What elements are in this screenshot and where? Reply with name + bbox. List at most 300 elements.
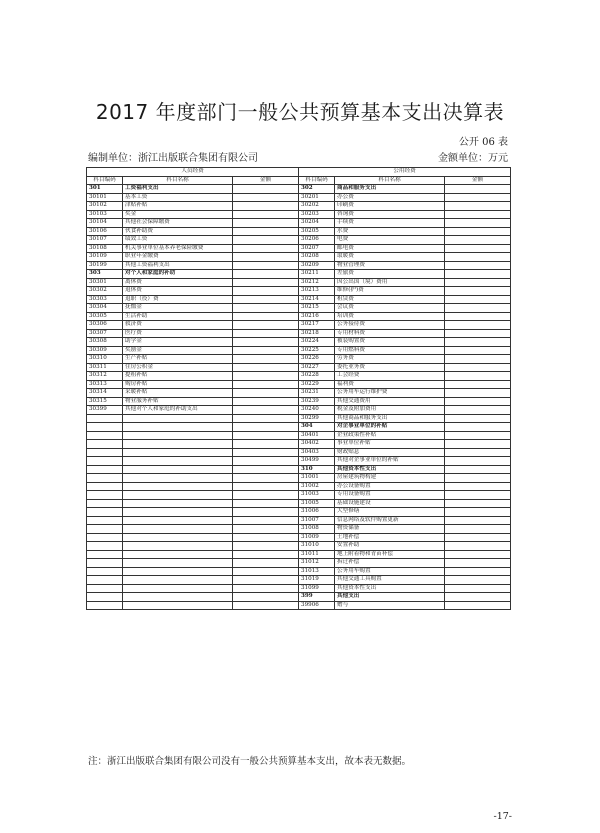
item-amount-cell [233,576,299,585]
item-amount-cell [233,550,299,559]
table-row [87,185,511,194]
item-name-cell: 财政贴息 [335,448,445,457]
item-name-cell [123,593,233,602]
item-amount-cell [233,372,299,381]
table-row [87,227,511,236]
col-header-name: 科目名称 [123,176,233,185]
item-amount-cell [233,185,299,194]
item-name-cell: 其他商品和服务支出 [335,414,445,423]
item-amount-cell [445,550,511,559]
item-name-cell: 拆迁补偿 [335,559,445,568]
item-code-cell: 30103 [87,210,123,219]
item-amount-cell [233,584,299,593]
item-name-cell: 办公费 [335,193,445,202]
public-table-number: 公开 06 表 [458,137,508,148]
item-code-cell: 30310 [87,355,123,364]
item-name-cell: 租赁费 [335,295,445,304]
item-amount-cell [445,499,511,508]
item-code-cell [87,525,123,534]
table-row [87,261,511,270]
item-code-cell: 30216 [299,312,335,321]
item-amount-cell [445,465,511,474]
table-row [87,465,511,474]
item-name-cell [123,576,233,585]
item-amount-cell [445,278,511,287]
item-name-cell [123,491,233,500]
item-code-cell [87,440,123,449]
item-amount-cell [233,244,299,253]
table-row [87,329,511,338]
section-public-header: 公用经费 [299,168,511,177]
item-name-cell: 助学金 [123,338,233,347]
table-row [87,550,511,559]
item-amount-cell [233,287,299,296]
item-amount-cell [233,210,299,219]
table-row [87,346,511,355]
item-code-cell: 30109 [87,253,123,262]
item-name-cell: 提租补贴 [123,372,233,381]
item-name-cell: 劳务费 [335,355,445,364]
item-code-cell: 31002 [299,482,335,491]
item-name-cell [123,601,233,610]
item-name-cell: 地上附着物和青苗补偿 [335,550,445,559]
item-name-cell: 物业管理费 [335,261,445,270]
item-amount-cell [233,431,299,440]
item-code-cell: 30204 [299,219,335,228]
item-name-cell: 培训费 [335,312,445,321]
table-row [87,312,511,321]
item-name-cell: 因公出国（境）费用 [335,278,445,287]
item-name-cell: 住房公积金 [123,363,233,372]
item-name-cell: 生产补贴 [123,355,233,364]
table-row [87,406,511,415]
item-code-cell: 31007 [299,516,335,525]
table-row [87,525,511,534]
item-name-cell: 对企事业单位的补贴 [335,423,445,432]
item-name-cell: 津贴补贴 [123,202,233,211]
item-code-cell: 31099 [299,584,335,593]
item-amount-cell [233,321,299,330]
item-code-cell [87,533,123,542]
item-amount-cell [445,584,511,593]
item-amount-cell [233,601,299,610]
table-row [87,482,511,491]
item-code-cell: 30307 [87,329,123,338]
item-name-cell [123,431,233,440]
item-code-cell: 30306 [87,321,123,330]
item-amount-cell [445,312,511,321]
item-code-cell: 30399 [87,406,123,415]
item-code-cell: 30207 [299,244,335,253]
item-name-cell: 奖金 [123,210,233,219]
table-row [87,414,511,423]
page-title: 2017 年度部门一般公共预算基本支出决算表 [95,100,505,124]
item-code-cell: 30203 [299,210,335,219]
item-amount-cell [233,533,299,542]
item-name-cell: 维修(护)费 [335,287,445,296]
item-amount-cell [445,261,511,270]
item-name-cell: 公务用车购置 [335,567,445,576]
item-amount-cell [233,474,299,483]
table-row [87,508,511,517]
item-amount-cell [445,321,511,330]
item-code-cell: 30108 [87,244,123,253]
table-row [87,389,511,398]
item-code-cell: 30211 [299,270,335,279]
item-code-cell: 31006 [299,508,335,517]
item-amount-cell [445,533,511,542]
item-code-cell: 30229 [299,380,335,389]
item-name-cell: 离休费 [123,278,233,287]
table-row [87,193,511,202]
item-code-cell: 30106 [87,227,123,236]
item-amount-cell [445,244,511,253]
item-name-cell [123,559,233,568]
item-code-cell: 30202 [299,202,335,211]
item-code-cell [87,482,123,491]
item-name-cell: 奖励金 [123,346,233,355]
item-name-cell: 被装购置费 [335,338,445,347]
item-amount-cell [445,567,511,576]
item-amount-cell [445,227,511,236]
item-amount-cell [233,389,299,398]
item-code-cell: 30213 [299,287,335,296]
table-row [87,474,511,483]
item-amount-cell [233,440,299,449]
item-code-cell: 31012 [299,559,335,568]
item-code-cell: 30228 [299,372,335,381]
item-amount-cell [445,389,511,398]
item-amount-cell [445,193,511,202]
item-name-cell: 赠与 [335,601,445,610]
item-name-cell: 公务接待费 [335,321,445,330]
table-row [87,593,511,602]
item-amount-cell [233,346,299,355]
item-amount-cell [233,236,299,245]
item-amount-cell [233,508,299,517]
item-code-cell: 30199 [87,261,123,270]
table-row [87,338,511,347]
table-row [87,270,511,279]
table-row [87,601,511,610]
item-amount-cell [233,202,299,211]
item-name-cell [123,525,233,534]
item-code-cell: 30239 [299,397,335,406]
item-name-cell: 绩效工资 [123,236,233,245]
item-code-cell: 30499 [299,457,335,466]
item-amount-cell [233,329,299,338]
item-code-cell: 31005 [299,499,335,508]
table-row [87,499,511,508]
item-name-cell: 手续费 [335,219,445,228]
item-name-cell [123,499,233,508]
item-amount-cell [445,431,511,440]
item-code-cell: 31010 [299,542,335,551]
item-name-cell: 税金及附加费用 [335,406,445,415]
item-code-cell: 31011 [299,550,335,559]
item-name-cell: 委托业务费 [335,363,445,372]
item-code-cell: 30403 [299,448,335,457]
item-code-cell: 31019 [299,576,335,585]
item-name-cell [123,567,233,576]
item-amount-cell [445,593,511,602]
item-amount-cell [445,185,511,194]
table-row [87,559,511,568]
item-name-cell: 工资福利支出 [123,185,233,194]
item-name-cell: 商品和服务支出 [335,185,445,194]
item-code-cell [87,584,123,593]
item-amount-cell [445,516,511,525]
item-code-cell: 30401 [299,431,335,440]
item-name-cell: 伙食补助费 [123,227,233,236]
item-code-cell: 30231 [299,389,335,398]
item-code-cell: 31001 [299,474,335,483]
compiling-unit: 编制单位：浙江出版联合集团有限公司 [88,153,258,164]
item-amount-cell [445,576,511,585]
item-name-cell: 水费 [335,227,445,236]
item-name-cell: 印刷费 [335,202,445,211]
item-name-cell: 信息网络及软件购置更新 [335,516,445,525]
item-amount-cell [233,253,299,262]
item-amount-cell [233,338,299,347]
item-code-cell [87,423,123,432]
item-name-cell: 抚恤金 [123,304,233,313]
table-row [87,576,511,585]
item-code-cell: 30208 [299,253,335,262]
item-name-cell: 专用设备购置 [335,491,445,500]
item-name-cell: 职业年金缴费 [123,253,233,262]
item-code-cell: 30303 [87,295,123,304]
item-code-cell: 30104 [87,219,123,228]
table-row [87,440,511,449]
item-name-cell [123,474,233,483]
item-amount-cell [233,465,299,474]
item-code-cell: 302 [299,185,335,194]
item-amount-cell [445,508,511,517]
table-row [87,448,511,457]
item-code-cell [87,448,123,457]
item-name-cell: 其他资本性支出 [335,465,445,474]
item-amount-cell [445,414,511,423]
table-row [87,423,511,432]
item-amount-cell [233,567,299,576]
item-amount-cell [445,406,511,415]
item-name-cell: 救济费 [123,321,233,330]
item-code-cell [87,593,123,602]
section-personnel-header: 人员经费 [87,168,299,177]
item-code-cell [87,576,123,585]
item-name-cell [123,516,233,525]
item-name-cell: 土地补偿 [335,533,445,542]
item-amount-cell [233,219,299,228]
item-name-cell: 大型修缮 [335,508,445,517]
item-code-cell: 310 [299,465,335,474]
item-name-cell: 咨询费 [335,210,445,219]
item-amount-cell [233,499,299,508]
item-amount-cell [445,346,511,355]
item-name-cell [123,448,233,457]
item-name-cell: 其他资本性支出 [335,584,445,593]
col-header-code: 科目编码 [87,176,123,185]
item-name-cell: 安置补助 [335,542,445,551]
item-name-cell: 其他支出 [335,593,445,602]
table-body [87,185,511,610]
table-row [87,491,511,500]
table-row [87,372,511,381]
item-name-cell [123,457,233,466]
item-amount-cell [445,287,511,296]
item-code-cell: 30201 [299,193,335,202]
amount-unit: 金额单位：万元 [438,153,508,164]
table-row [87,567,511,576]
col-header-name: 科目名称 [335,176,445,185]
item-amount-cell [233,397,299,406]
item-code-cell: 303 [87,270,123,279]
item-code-cell: 399 [299,593,335,602]
table-row [87,278,511,287]
item-code-cell [87,465,123,474]
table-row [87,363,511,372]
item-amount-cell [233,457,299,466]
item-name-cell [123,465,233,474]
item-amount-cell [445,329,511,338]
item-amount-cell [233,593,299,602]
item-name-cell: 生活补助 [123,312,233,321]
item-name-cell: 公务用车运行维护费 [335,389,445,398]
item-amount-cell [445,236,511,245]
table-row [87,542,511,551]
table-row [87,210,511,219]
table-row [87,380,511,389]
col-header-amount: 金额 [445,176,511,185]
item-code-cell [87,601,123,610]
item-name-cell: 福利费 [335,380,445,389]
item-name-cell [123,414,233,423]
item-code-cell: 30314 [87,389,123,398]
item-name-cell [123,550,233,559]
table-row [87,244,511,253]
item-code-cell: 30227 [299,363,335,372]
item-code-cell: 30226 [299,355,335,364]
table-row [87,219,511,228]
item-name-cell: 差旅费 [335,270,445,279]
item-code-cell: 30218 [299,329,335,338]
table-row [87,431,511,440]
expenditure-table [86,167,511,610]
item-name-cell: 对个人和家庭的补助 [123,270,233,279]
table-row [87,516,511,525]
item-code-cell: 30311 [87,363,123,372]
item-name-cell: 物资储备 [335,525,445,534]
item-amount-cell [233,448,299,457]
table-row [87,533,511,542]
item-code-cell: 31008 [299,525,335,534]
item-name-cell: 会议费 [335,304,445,313]
item-name-cell: 医疗费 [123,329,233,338]
item-name-cell [123,508,233,517]
item-amount-cell [233,193,299,202]
item-code-cell: 30299 [299,414,335,423]
item-amount-cell [445,482,511,491]
item-code-cell [87,431,123,440]
item-code-cell: 301 [87,185,123,194]
col-header-amount: 金额 [233,176,299,185]
item-code-cell: 30240 [299,406,335,415]
item-name-cell: 房屋建筑物构建 [335,474,445,483]
item-code-cell: 30209 [299,261,335,270]
item-code-cell [87,559,123,568]
item-code-cell [87,499,123,508]
item-code-cell: 31009 [299,533,335,542]
item-name-cell: 基础设施建设 [335,499,445,508]
item-amount-cell [445,457,511,466]
item-amount-cell [233,295,299,304]
item-name-cell: 购房补贴 [123,380,233,389]
item-amount-cell [445,525,511,534]
item-name-cell: 办公设备购置 [335,482,445,491]
item-code-cell [87,567,123,576]
item-code-cell: 30102 [87,202,123,211]
item-code-cell: 30206 [299,236,335,245]
item-code-cell: 31013 [299,567,335,576]
item-code-cell: 30402 [299,440,335,449]
item-amount-cell [445,202,511,211]
item-name-cell [123,440,233,449]
table-row [87,584,511,593]
item-code-cell [87,542,123,551]
item-amount-cell [445,559,511,568]
item-name-cell: 邮电费 [335,244,445,253]
table-row [87,304,511,313]
footnote: 注：浙江出版联合集团有限公司没有一般公共预算基本支出，故本表无数据。 [88,756,412,767]
item-amount-cell [445,372,511,381]
item-name-cell: 事业单位补贴 [335,440,445,449]
table-row [87,287,511,296]
item-code-cell: 30215 [299,304,335,313]
item-code-cell: 30308 [87,338,123,347]
item-code-cell: 30302 [87,287,123,296]
table-row [87,236,511,245]
item-amount-cell [233,312,299,321]
item-amount-cell [445,542,511,551]
table-row [87,397,511,406]
item-amount-cell [233,278,299,287]
item-name-cell: 专用材料费 [335,329,445,338]
item-name-cell [123,542,233,551]
item-amount-cell [445,380,511,389]
item-amount-cell [445,474,511,483]
item-amount-cell [445,440,511,449]
table-row [87,295,511,304]
item-code-cell: 39906 [299,601,335,610]
item-code-cell [87,457,123,466]
item-code-cell [87,474,123,483]
item-amount-cell [445,270,511,279]
item-amount-cell [233,491,299,500]
item-amount-cell [233,559,299,568]
item-name-cell: 其他对企事业单位的补贴 [335,457,445,466]
column-header-row [87,176,511,185]
item-amount-cell [445,397,511,406]
col-header-code: 科目编码 [299,176,335,185]
item-name-cell: 其他对个人和家庭的补助支出 [123,406,233,415]
item-name-cell: 其他工资福利支出 [123,261,233,270]
item-name-cell: 企业政策性补贴 [335,431,445,440]
item-amount-cell [445,601,511,610]
item-amount-cell [233,406,299,415]
item-code-cell [87,516,123,525]
item-amount-cell [233,414,299,423]
